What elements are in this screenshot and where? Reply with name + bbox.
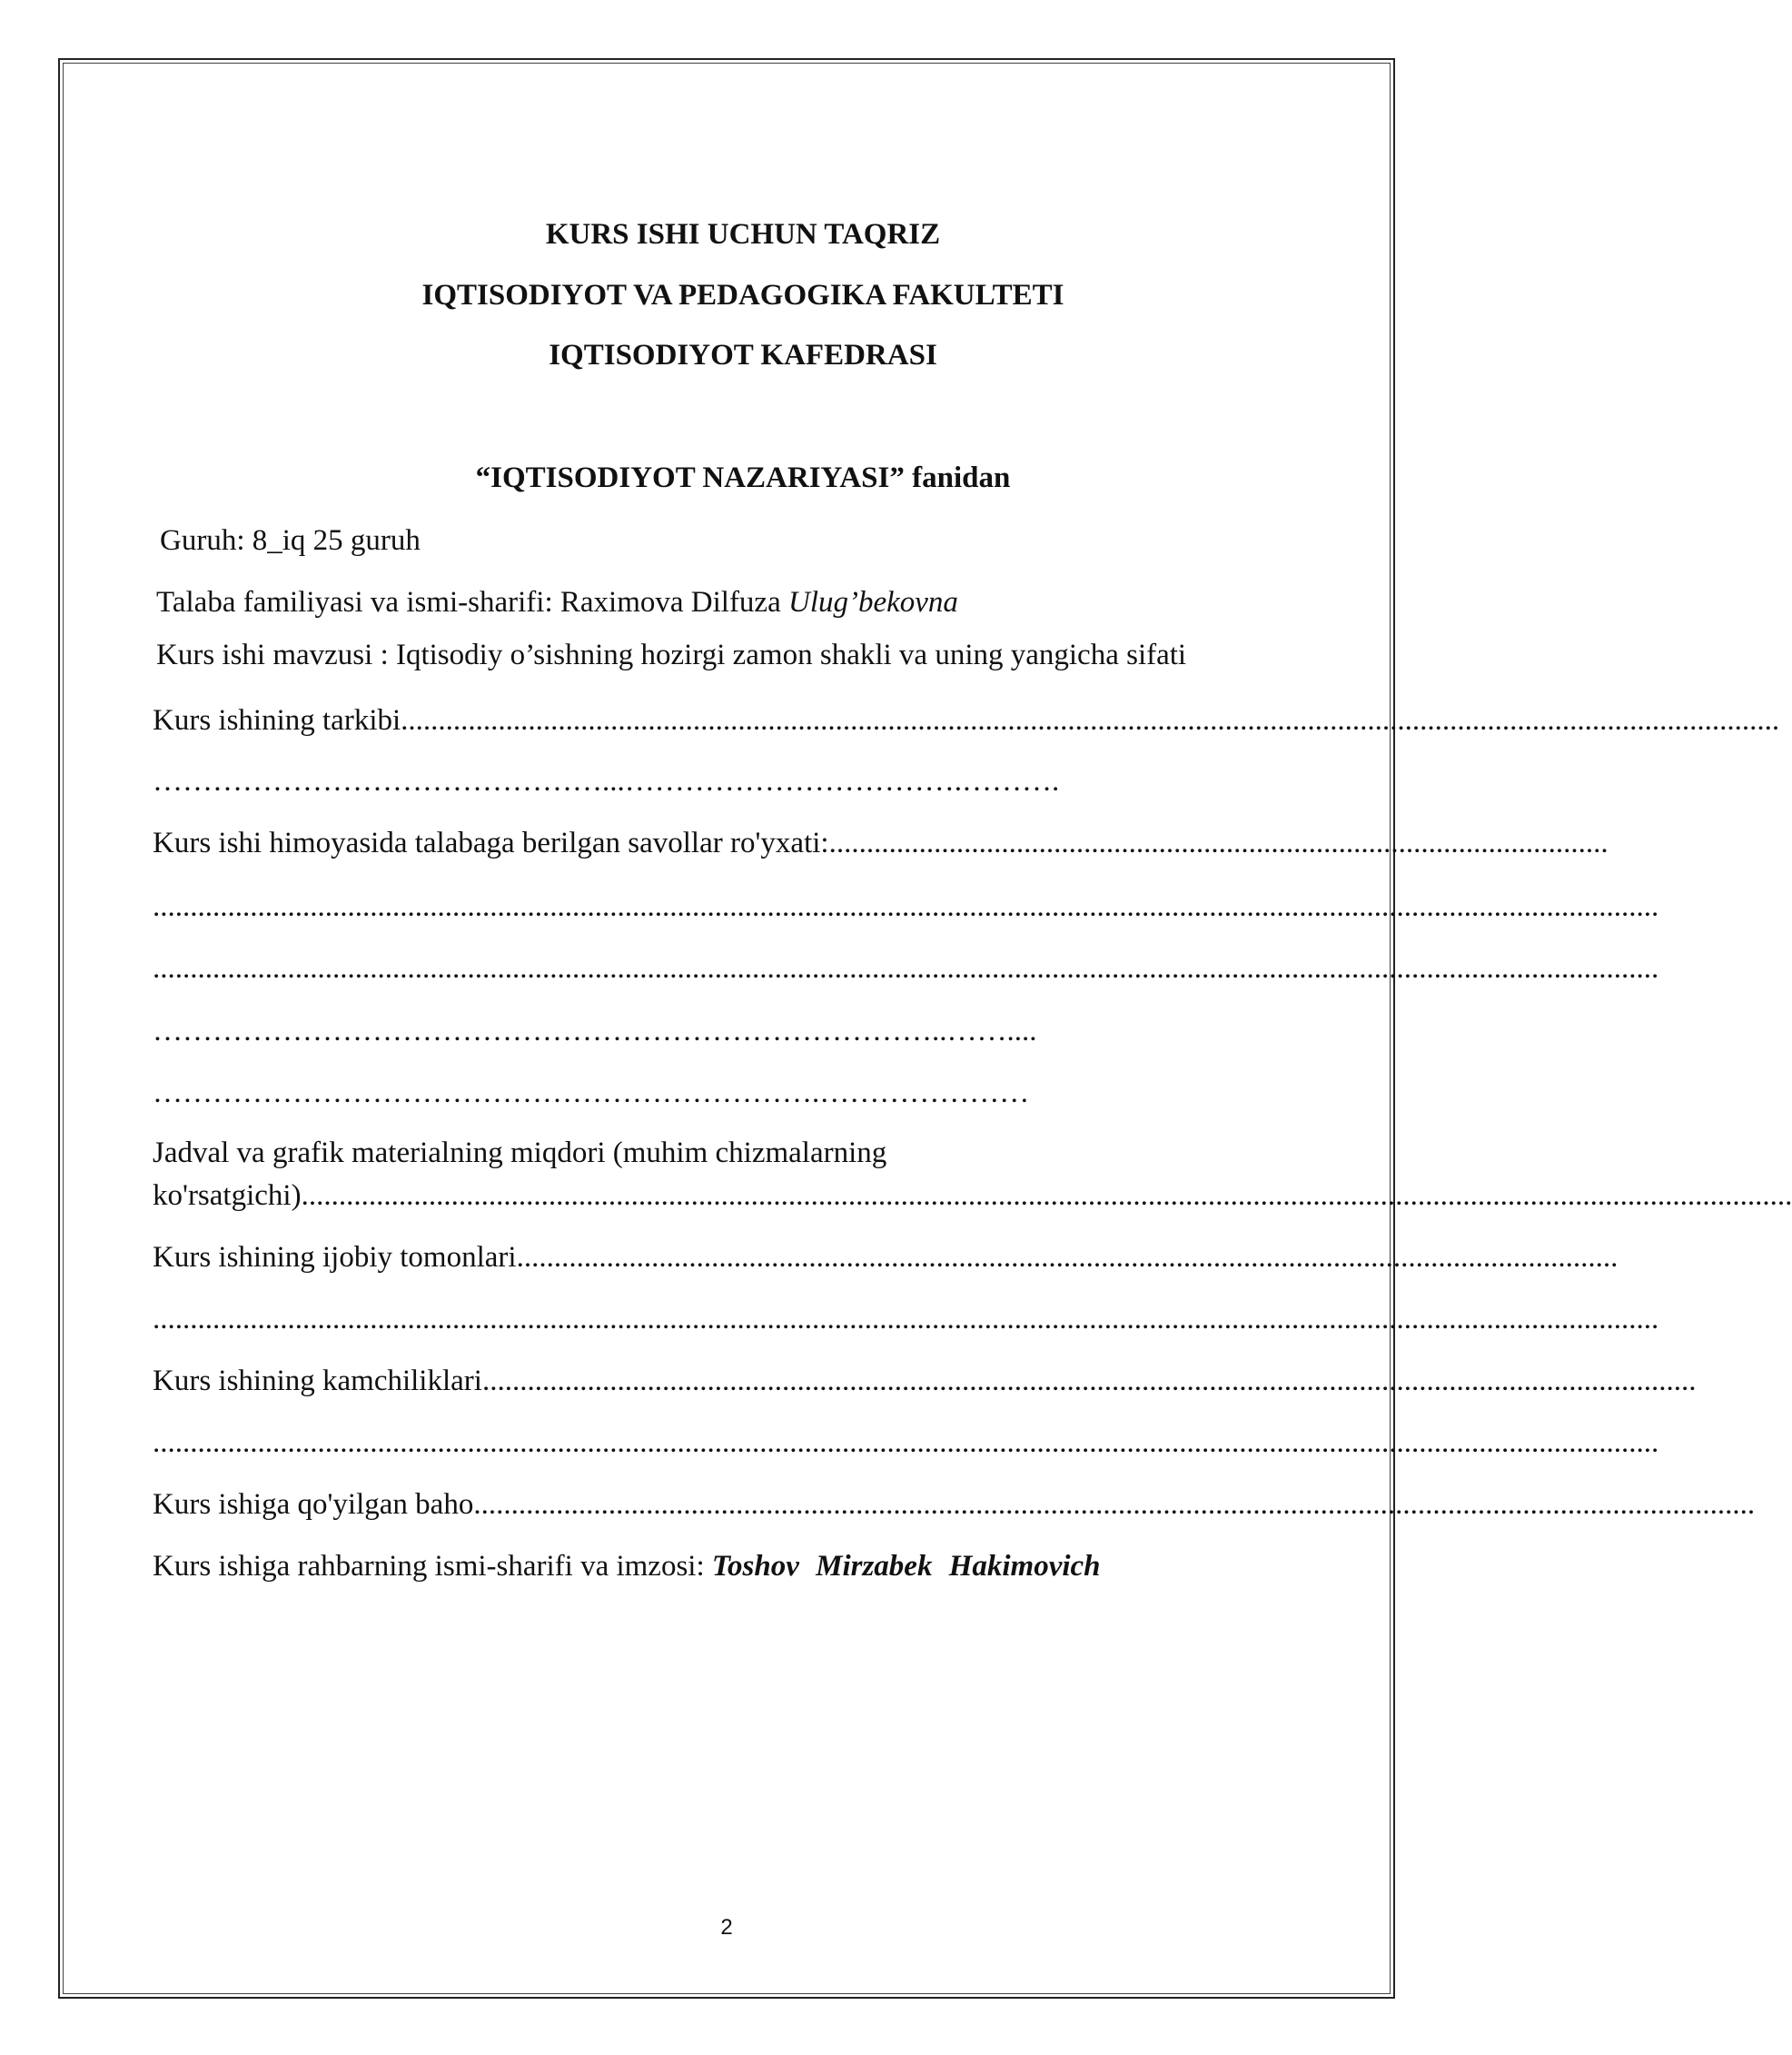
dotted-leader: ....................................................................................................................................................................................................... xyxy=(301,1179,1792,1212)
student-patronymic: Ulug’bekovna xyxy=(787,586,958,619)
positives-blank-line: ......................................................................................................................................................................................................... xyxy=(153,1303,1659,1335)
supervisor-label: Kurs ishiga rahbarning ismi-sharifi va imzosi: xyxy=(153,1550,712,1583)
dotted-leader: ................................................................................................................................................... xyxy=(516,1241,1619,1274)
page-number: 2 xyxy=(720,1915,733,1940)
positives-label: Kurs ishining ijobiy tomonlari xyxy=(153,1241,517,1274)
subject-heading: “IQTISODIYOT NAZARIYASI” fanidan xyxy=(475,462,1011,494)
structure-field xyxy=(153,702,1780,739)
group-field: Guruh: 8_iq 25 guruh xyxy=(160,524,421,557)
document-title: KURS ISHI UCHUN TAQRIZ xyxy=(545,218,941,251)
supervisor-name: Toshov Mirzabek Hakimovich xyxy=(711,1550,1101,1583)
student-label: Talaba familiyasi va ismi-sharifi: Raximova Dilfuza xyxy=(156,586,788,619)
questions-blank-line-2: ......................................................................................................................................................................................................... xyxy=(153,952,1659,985)
positives-field xyxy=(153,1239,1619,1276)
questions-field xyxy=(153,825,1609,861)
tables-field xyxy=(153,1177,1792,1214)
grade-label: Kurs ishiga qo'yilgan baho xyxy=(153,1488,474,1521)
supervisor-field xyxy=(153,1548,1338,1584)
structure-label: Kurs ishining tarkibi xyxy=(153,704,401,737)
questions-blank-line-1: ......................................................................................................................................................................................................... xyxy=(153,890,1659,923)
grade-field xyxy=(153,1486,1756,1523)
negatives-label: Kurs ishining kamchiliklari xyxy=(153,1365,482,1397)
faculty-heading: IQTISODIYOT VA PEDAGOGIKA FAKULTETI xyxy=(421,279,1064,312)
questions-label: Kurs ishi himoyasida talabaga berilgan savollar ro'yxati: xyxy=(153,827,829,859)
dotted-leader: ........................................................................................................................................................................... xyxy=(473,1488,1756,1521)
questions-blank-line-3: ……………………………………………………………………..…….... xyxy=(153,1015,1037,1047)
questions-blank-line-4: ………………………………………………………….………………… xyxy=(153,1077,1030,1109)
dotted-leader: ........................................................................................................................................................................................ xyxy=(401,704,1780,737)
department-heading: IQTISODIYOT KAFEDRASI xyxy=(549,339,937,372)
structure-blank-line: ………………………………………...…………………………….………. xyxy=(153,765,1060,798)
topic-field: Kurs ishi mavzusi : Iqtisodiy o’sishning hozirgi zamon shakli va uning yangicha sifati xyxy=(156,639,1187,671)
negatives-blank-line: ......................................................................................................................................................................................................... xyxy=(153,1426,1659,1459)
dotted-leader: .................................................................................................................................................................. xyxy=(481,1365,1697,1397)
dotted-leader: ........................................................................................................ xyxy=(828,827,1609,859)
tables-label-line-1: Jadval va grafik materialning miqdori (muhim chizmalarning xyxy=(153,1137,887,1169)
student-field xyxy=(156,584,1342,620)
negatives-field xyxy=(153,1363,1697,1399)
tables-label: ko'rsatgichi) xyxy=(153,1179,302,1212)
